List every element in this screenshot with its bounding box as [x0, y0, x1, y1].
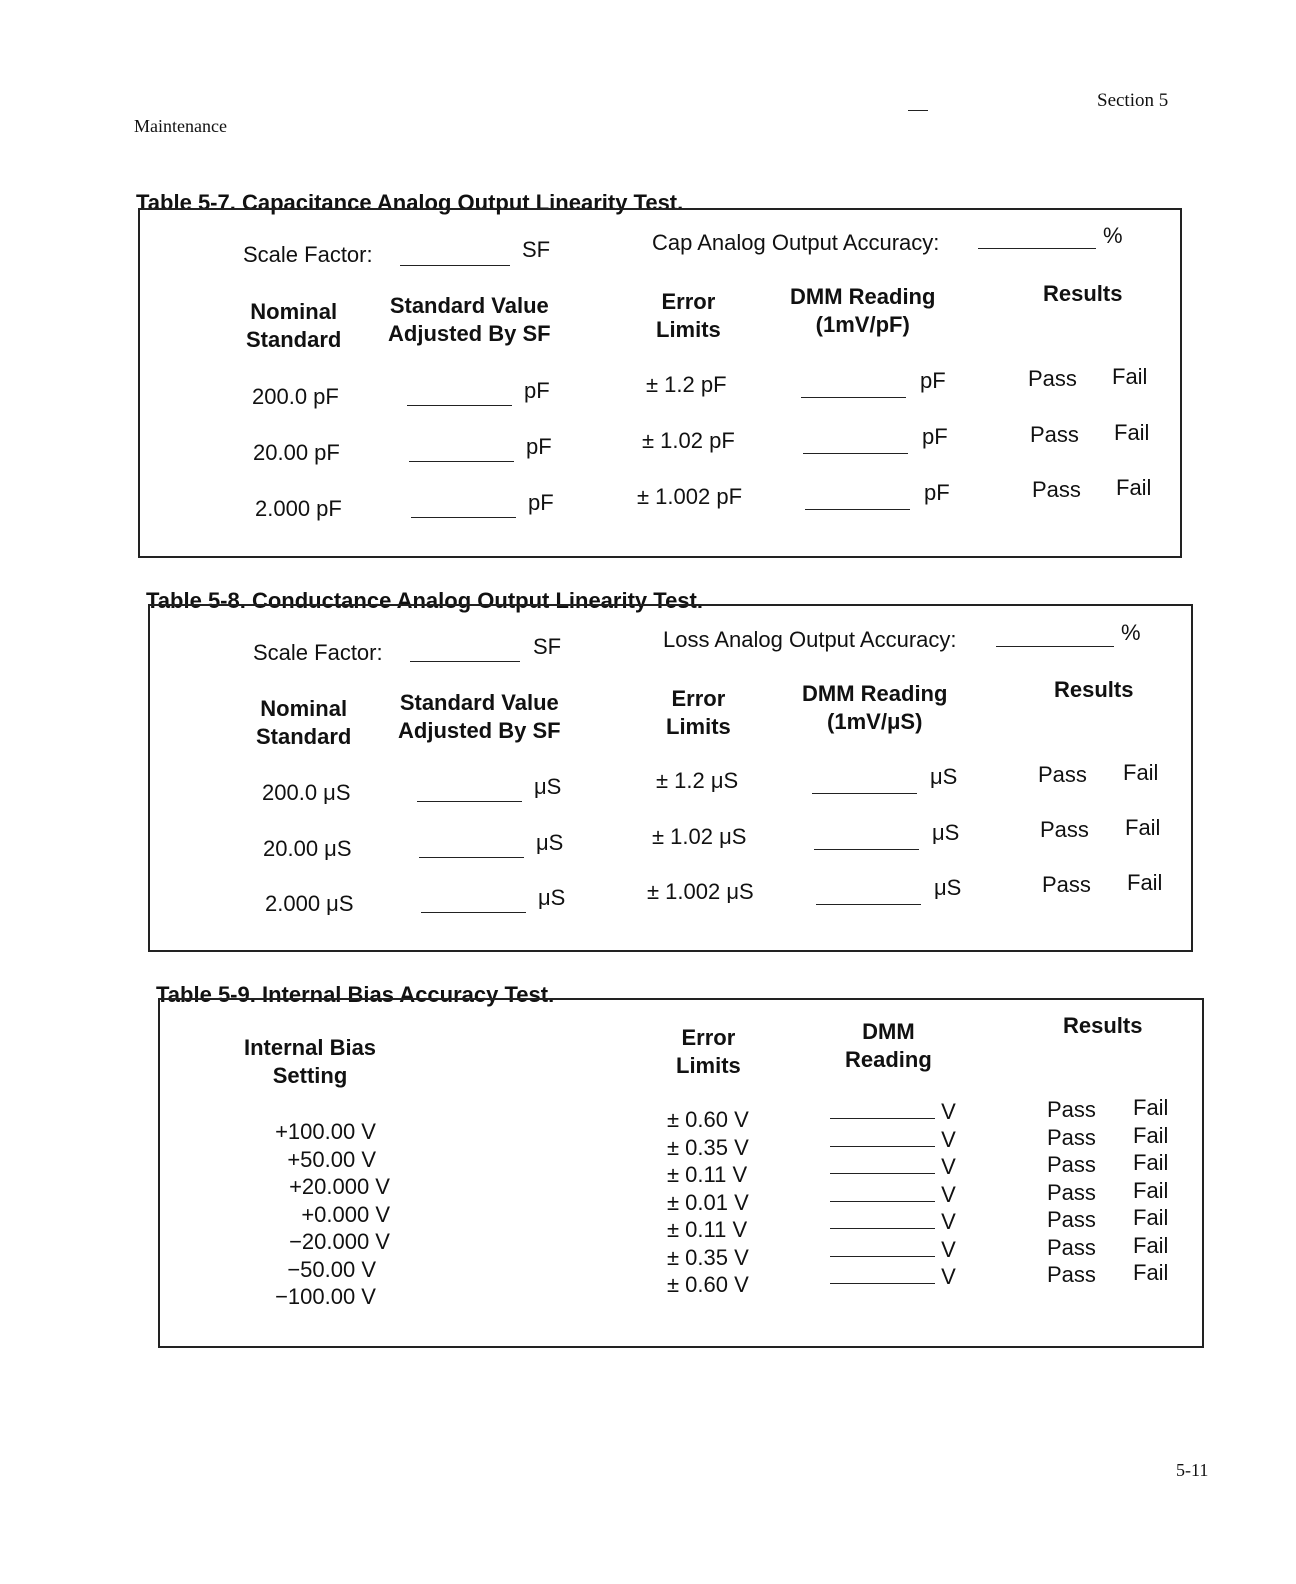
table9-dmm-row	[830, 1098, 956, 1126]
table8-row3-dmm-unit: μS	[934, 875, 962, 900]
table9-pass[interactable]: Pass	[1047, 1152, 1096, 1177]
table8-row1-unit: μS	[534, 774, 562, 799]
table9-setting: +50.00 V	[287, 1146, 376, 1172]
table9-dmm	[830, 1098, 956, 1291]
table7-row3-limit: ± 1.002 pF	[637, 484, 743, 509]
table8-accuracy-unit: %	[1121, 620, 1141, 645]
table7-row2-nominal: 20.00 pF	[253, 440, 340, 465]
table9-fail[interactable]: Fail	[1133, 1205, 1169, 1230]
table8-row1-dmm-unit: μS	[930, 764, 958, 789]
table9-dmm-blank[interactable]	[830, 1117, 935, 1119]
table8-title: Table 5-8. Conductance Analog Output Linearity Test.	[146, 588, 703, 613]
table7-col-nominal: Nominal Standard	[246, 299, 342, 352]
table9-dmm-unit: V	[941, 1236, 956, 1262]
table9-dmm-blank[interactable]	[830, 1282, 935, 1284]
table9-dmm-row	[830, 1126, 956, 1154]
table7-row2-fail[interactable]: Fail	[1114, 420, 1150, 445]
table7-col-results: Results	[1043, 281, 1123, 306]
table7-col-standard: Standard Value Adjusted By SF	[388, 293, 551, 346]
table9-limit: ± 0.11 V	[667, 1217, 748, 1242]
table7-row3-std-blank[interactable]	[411, 516, 516, 518]
table7-row3-fail[interactable]: Fail	[1116, 475, 1152, 500]
table7-row3-nominal: 2.000 pF	[255, 496, 342, 521]
table8-col-nominal: Nominal Standard	[256, 696, 352, 749]
table7-scale-factor-unit: SF	[522, 237, 551, 262]
table8-row2-dmm-blank[interactable]	[814, 848, 919, 850]
table7-row2-limit: ± 1.02 pF	[642, 428, 735, 453]
table7-row1-dmm-unit: pF	[920, 368, 946, 393]
header-dash	[908, 110, 928, 111]
table9-limits	[667, 1106, 749, 1299]
table7-accuracy-label: Cap Analog Output Accuracy:	[652, 230, 940, 255]
table9-fail-col	[1133, 1094, 1168, 1287]
table9-dmm-unit: V	[941, 1154, 956, 1179]
table9-fail[interactable]: Fail	[1133, 1260, 1169, 1285]
table8-col-results: Results	[1054, 677, 1134, 702]
table7-row1-std-blank[interactable]	[407, 404, 512, 406]
table9-fail[interactable]: Fail	[1133, 1095, 1169, 1120]
table9-dmm-row	[830, 1236, 956, 1264]
page-number: 5-11	[1176, 1460, 1209, 1480]
table9-limit: ± 0.60 V	[667, 1107, 749, 1132]
table8-row1-fail[interactable]: Fail	[1123, 760, 1159, 785]
table9-dmm-unit: V	[941, 1264, 956, 1289]
table9-limit: ± 0.35 V	[667, 1244, 749, 1270]
table9-pass[interactable]: Pass	[1047, 1097, 1096, 1122]
table9-dmm-unit: V	[941, 1099, 956, 1124]
table9-col-error: Error Limits	[676, 1025, 741, 1078]
table9-dmm-row	[830, 1263, 956, 1291]
table8-row1-limit: ± 1.2 μS	[656, 768, 739, 793]
table9-dmm-blank[interactable]	[830, 1255, 935, 1257]
table9-fail[interactable]: Fail	[1133, 1122, 1169, 1148]
table8-row3-nominal: 2.000 μS	[265, 891, 354, 916]
table8-row3-dmm-blank[interactable]	[816, 903, 921, 905]
table8-row3-fail[interactable]: Fail	[1127, 870, 1163, 895]
table9-dmm-blank[interactable]	[830, 1172, 935, 1174]
table8-col-error: Error Limits	[666, 686, 731, 739]
table9-setting: −20.000 V	[289, 1229, 390, 1254]
table9-col-setting: Internal Bias Setting	[244, 1035, 377, 1088]
table9-title: Table 5-9. Internal Bias Accuracy Test.	[156, 982, 555, 1007]
table9-col-dmm: DMM Reading	[845, 1019, 932, 1072]
table8-accuracy-blank[interactable]	[996, 645, 1114, 647]
table7-row1-nominal: 200.0 pF	[252, 384, 339, 409]
table7-accuracy-blank[interactable]	[978, 247, 1096, 249]
table7-scale-factor-blank[interactable]	[400, 264, 510, 266]
table9-pass[interactable]: Pass	[1047, 1234, 1096, 1260]
table7-accuracy-unit: %	[1103, 223, 1123, 248]
table7-col-dmm: DMM Reading (1mV/pF)	[790, 284, 936, 337]
table7-row1-limit: ± 1.2 pF	[646, 372, 727, 397]
table7-row3-pass[interactable]: Pass	[1032, 477, 1081, 502]
table8-scale-factor-blank[interactable]	[410, 660, 520, 662]
table9-fail[interactable]: Fail	[1133, 1177, 1169, 1203]
table8-col-dmm: DMM Reading (1mV/μS)	[802, 681, 948, 734]
table8-row3-pass[interactable]: Pass	[1042, 872, 1091, 897]
table7-row2-unit: pF	[526, 434, 552, 459]
table9-setting: +20.000 V	[289, 1174, 390, 1199]
table8-scale-factor-unit: SF	[533, 634, 562, 659]
table9-setting: −50.00 V	[287, 1256, 376, 1282]
table8-row2-fail[interactable]: Fail	[1125, 815, 1161, 840]
table9-pass[interactable]: Pass	[1047, 1179, 1096, 1205]
table9-dmm-unit: V	[941, 1209, 956, 1234]
table9-limit: ± 0.35 V	[667, 1134, 749, 1160]
table9-limit: ± 0.01 V	[667, 1189, 749, 1215]
table9-pass[interactable]: Pass	[1047, 1262, 1096, 1287]
table9-dmm-row	[830, 1208, 956, 1236]
table8-row2-limit: ± 1.02 μS	[652, 824, 747, 849]
table8-row2-pass[interactable]: Pass	[1040, 817, 1089, 842]
table9-setting: +0.000 V	[301, 1201, 390, 1227]
page-header-right: Section 5	[1097, 90, 1169, 111]
table7-col-error: Error Limits	[656, 289, 721, 342]
table9-limit: ± 0.60 V	[667, 1272, 749, 1297]
table7-row2-std-blank[interactable]	[409, 460, 514, 462]
table7-title: Table 5-7. Capacitance Analog Output Linearity Test.	[136, 190, 684, 215]
table8-col-standard: Standard Value Adjusted By SF	[398, 690, 561, 743]
page-header-left: Maintenance	[134, 116, 227, 136]
table9-dmm-blank[interactable]	[830, 1200, 935, 1202]
table9-fail[interactable]: Fail	[1133, 1150, 1169, 1175]
table7-row1-unit: pF	[524, 378, 550, 403]
table9-setting: −100.00 V	[275, 1284, 376, 1309]
table9-pass[interactable]: Pass	[1047, 1124, 1096, 1150]
table8-row3-std-blank[interactable]	[421, 911, 526, 913]
table8-row2-nominal: 20.00 μS	[263, 836, 352, 861]
table8-row2-std-blank[interactable]	[419, 856, 524, 858]
table9-dmm-unit: V	[941, 1126, 956, 1152]
table9-fail[interactable]: Fail	[1133, 1232, 1169, 1258]
table9-settings	[240, 1118, 390, 1311]
table8-row2-dmm-unit: μS	[932, 820, 960, 845]
table7-row2-dmm-blank[interactable]	[803, 452, 908, 454]
table7-row3-dmm-blank[interactable]	[805, 508, 910, 510]
table9-dmm-row	[830, 1153, 956, 1181]
table7-row2-dmm-unit: pF	[922, 424, 948, 449]
table8-row3-limit: ± 1.002 μS	[647, 879, 754, 904]
table8-row1-nominal: 200.0 μS	[262, 780, 351, 805]
table8-row1-std-blank[interactable]	[417, 800, 522, 802]
table8-scale-factor-label: Scale Factor:	[253, 640, 383, 665]
table9-pass-col	[1047, 1096, 1096, 1289]
table7-scale-factor-label: Scale Factor:	[243, 242, 373, 267]
table9-limit: ± 0.11 V	[667, 1162, 748, 1187]
table8-row2-unit: μS	[536, 830, 564, 855]
table8-row3-unit: μS	[538, 885, 566, 910]
table9-setting: +100.00 V	[275, 1119, 376, 1144]
table7-row1-dmm-blank[interactable]	[801, 396, 906, 398]
table8-accuracy-label: Loss Analog Output Accuracy:	[663, 627, 957, 652]
table9-dmm-row	[830, 1181, 956, 1209]
table7-row3-dmm-unit: pF	[924, 480, 950, 505]
table7-row1-pass[interactable]: Pass	[1028, 366, 1077, 391]
table7-row2-pass[interactable]: Pass	[1030, 422, 1079, 447]
table7-row3-unit: pF	[528, 490, 554, 515]
table8-row1-pass[interactable]: Pass	[1038, 762, 1087, 787]
table9-pass[interactable]: Pass	[1047, 1207, 1096, 1232]
table8-row1-dmm-blank[interactable]	[812, 792, 917, 794]
table9-dmm-blank[interactable]	[830, 1145, 935, 1147]
table9-dmm-unit: V	[941, 1181, 956, 1207]
table9-col-results: Results	[1063, 1013, 1143, 1038]
table9-dmm-blank[interactable]	[830, 1227, 935, 1229]
table7-row1-fail[interactable]: Fail	[1112, 364, 1148, 389]
